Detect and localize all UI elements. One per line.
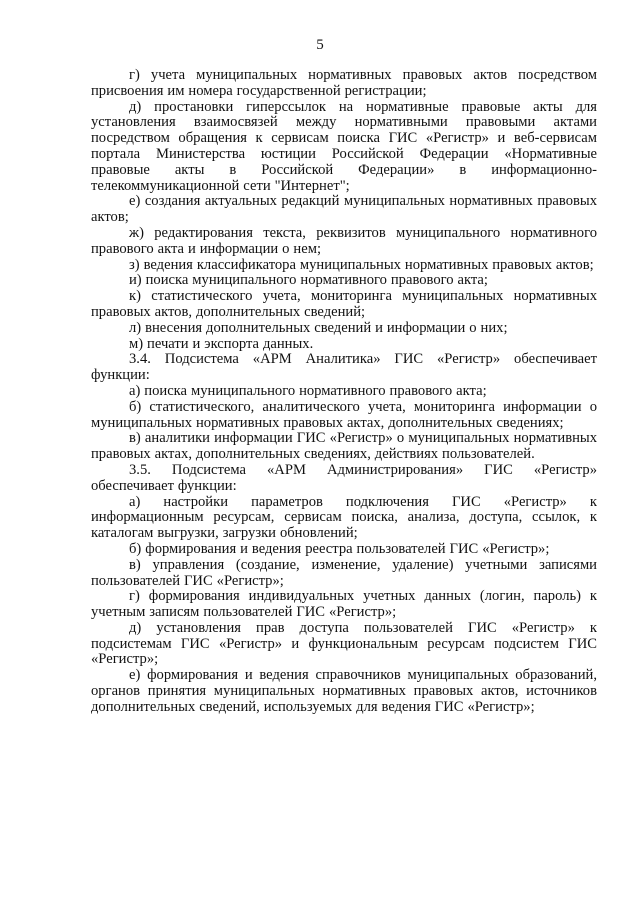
page-number: 5	[316, 37, 324, 53]
paragraph-e-editions: е) создания актуальных редакций муниципальных нормативных правовых актов;	[91, 193, 597, 226]
paragraph-s34-b: б) статистического, аналитического учета, мониторинга информации о муниципальных нормативных правовых актах, дополнительных сведениях;	[91, 398, 597, 431]
document-body	[91, 68, 597, 716]
paragraph-m-print: м) печати и экспорта данных.	[129, 335, 314, 352]
paragraph-s34-a: а) поиска муниципального нормативного правового акта;	[129, 382, 487, 399]
section-3-4-heading: 3.4. Подсистема «АРМ Аналитика» ГИС «Регистр» обеспечивает функции:	[91, 351, 597, 384]
section-3-5-heading: 3.5. Подсистема «АРМ Администрирования» ГИС «Регистр» обеспечивает функции:	[91, 461, 597, 494]
paragraph-k-statistics: к) статистического учета, мониторинга муниципальных нормативных правовых актов, дополнительных сведений;	[91, 288, 597, 320]
paragraph-g-registration: г) учета муниципальных нормативных правовых актов посредством присвоения им номера государственной регистрации;	[91, 67, 597, 99]
paragraph-s35-a: а) настройки параметров подключения ГИС «Регистр» к информационным ресурсам, сервисам поиска, анализа, доступа, ссылок, к каталогам выгрузки, загрузки обновлений;	[91, 493, 597, 542]
paragraph-z-classifier: з) ведения классификатора муниципальных нормативных правовых актов;	[129, 256, 594, 273]
paragraph-d-hyperlinks: д) простановки гиперссылок на нормативные правовые акты для установления взаимосвязей между нормативными правовыми актами посредством обращения к сервисам поиска ГИС «Регистр» и веб-сервисам портала Министерства юстиции Российской Федерации «Нормативные правовые акты в Российской Федерации» в информационно-телекоммуникационной сети "Интернет";	[91, 98, 597, 194]
paragraph-s35-g: г) формирования индивидуальных учетных данных (логин, пароль) к учетным записям пользователей ГИС «Регистр»;	[91, 588, 597, 621]
paragraph-s35-d: д) установления прав доступа пользователей ГИС «Регистр» к подсистемам ГИС «Регистр» и функциональным ресурсам подсистем ГИС «Регистр»;	[91, 619, 597, 668]
paragraph-s35-b: б) формирования и ведения реестра пользователей ГИС «Регистр»;	[129, 540, 550, 557]
paragraph-s35-v: в) управления (создание, изменение, удаление) учетными записями пользователей ГИС «Регистр»;	[91, 556, 597, 589]
paragraph-l-additional: л) внесения дополнительных сведений и информации о них;	[129, 319, 508, 336]
paragraph-zh-editing: ж) редактирования текста, реквизитов муниципального нормативного правового акта и информации о нем;	[91, 224, 597, 257]
paragraph-i-search: и) поиска муниципального нормативного правового акта;	[129, 272, 488, 289]
paragraph-s34-v: в) аналитики информации ГИС «Регистр» о муниципальных нормативных правовых актах, дополнительных сведениях, действиях пользователей.	[91, 430, 597, 463]
paragraph-s35-e: е) формирования и ведения справочников муниципальных образований, органов принятия муниципальных нормативных правовых актов, источников дополнительных сведений, используемых для ведения ГИС «Регистр»;	[91, 667, 597, 715]
